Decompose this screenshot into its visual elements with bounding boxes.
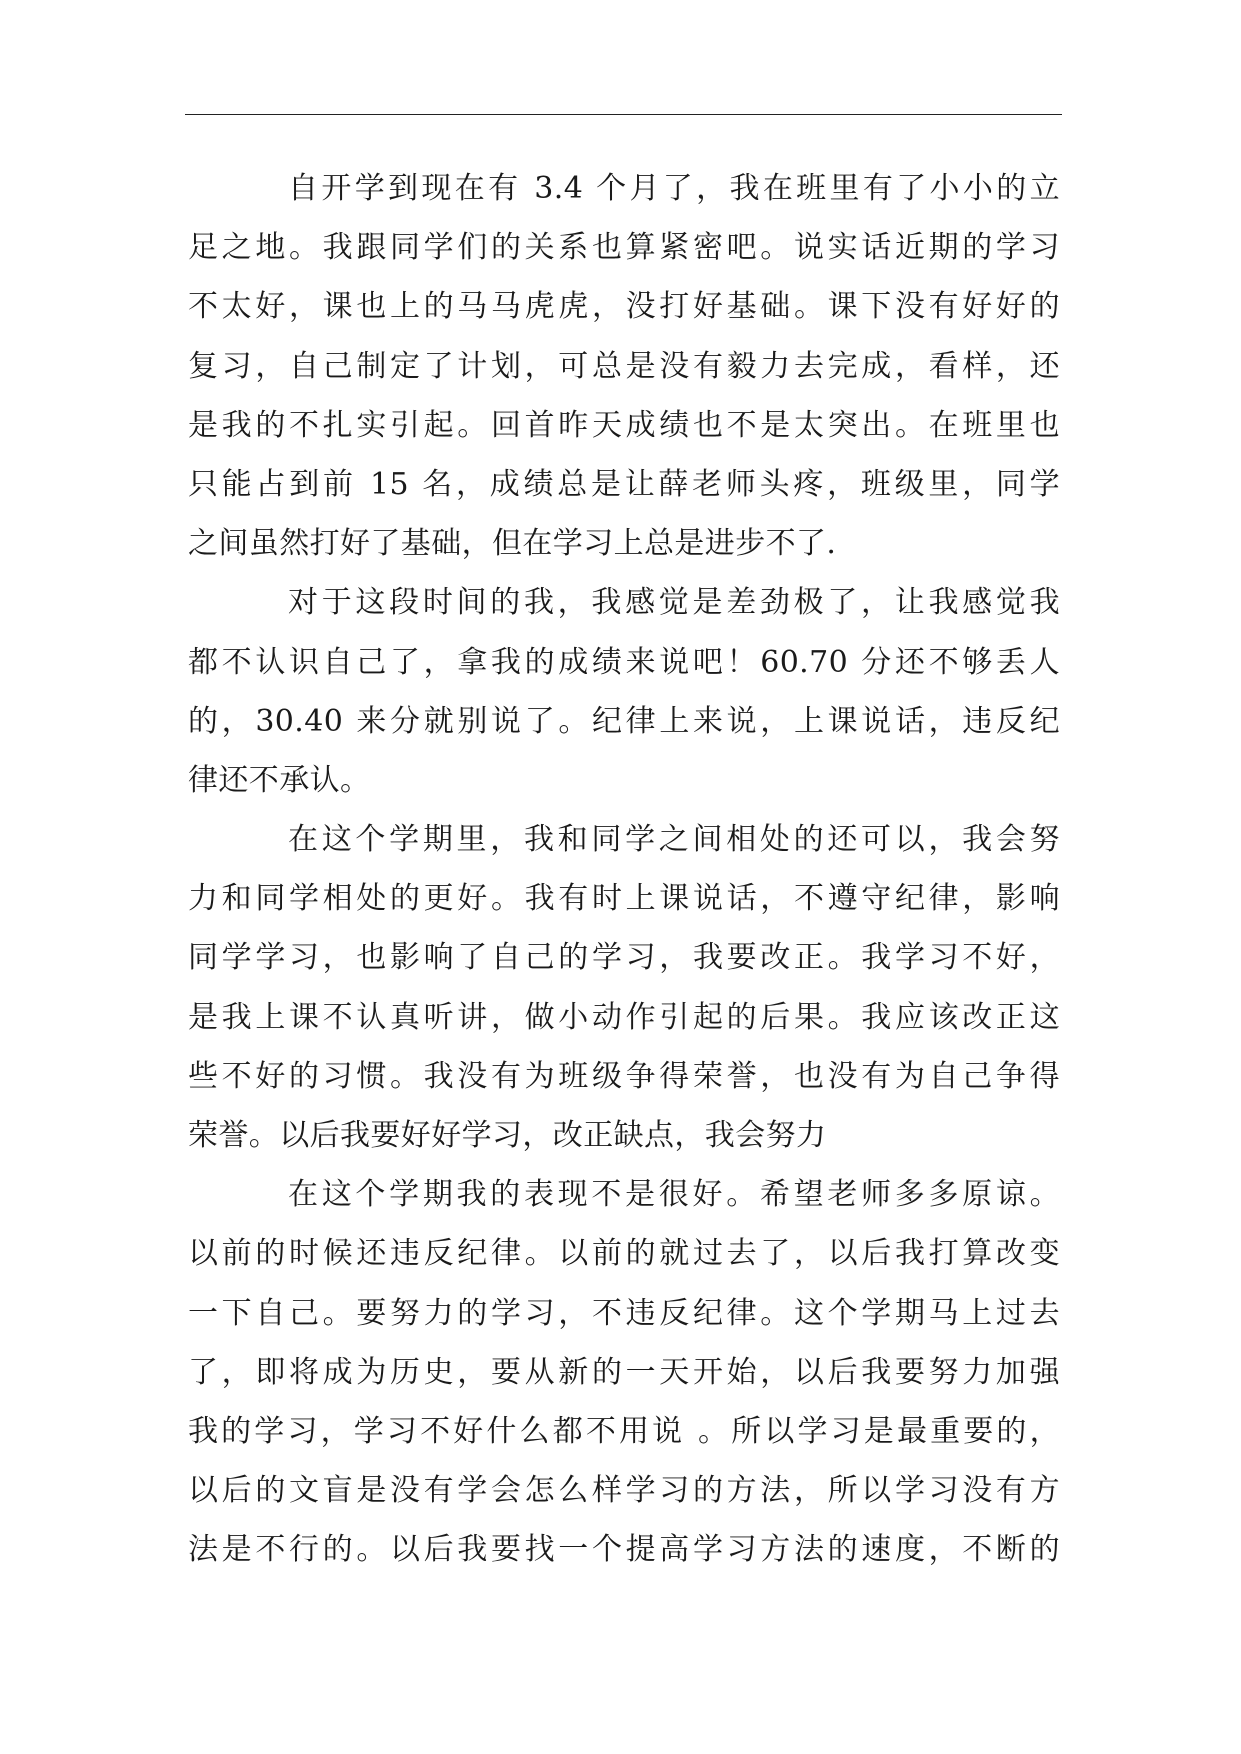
text-line: 一下自己。要努力的学习，不违反纪律。这个学期马上过去: [188, 1295, 1060, 1331]
text-line: 法是不行的。以后我要找一个提高学习方法的速度，不断的: [188, 1532, 1060, 1568]
paragraph-2: [188, 573, 1060, 810]
text-line: 律还不承认。: [188, 762, 371, 798]
text-line: 是我的不扎实引起。回首昨天成绩也不是太突出。在班里也: [188, 407, 1060, 443]
text-line: 是我上课不认真听讲，做小动作引起的后果。我应该改正这: [188, 999, 1060, 1035]
text-line: 同学学习，也影响了自己的学习，我要改正。我学习不好，: [188, 940, 1060, 976]
text-line: 以后的文盲是没有学会怎么样学习的方法，所以学习没有方: [188, 1473, 1060, 1509]
text-line: 只能占到前 15 名，成绩总是让薛老师头疼，班级里，同学: [188, 466, 1060, 502]
text-line: 以前的时候还违反纪律。以前的就过去了，以后我打算改变: [188, 1236, 1060, 1272]
text-line: 的，30.40 来分就别说了。纪律上来说，上课说话，违反纪: [188, 703, 1060, 739]
document-body: [188, 159, 1060, 1580]
text-line: 不太好，课也上的马马虎虎，没打好基础。课下没有好好的: [188, 289, 1060, 325]
text-line: 了，即将成为历史，要从新的一天开始，以后我要努力加强: [188, 1354, 1060, 1390]
paragraph-1: [188, 159, 1060, 573]
text-line: 我的学习，学习不好什么都不用说 。所以学习是最重要的，: [188, 1413, 1060, 1449]
text-line: 对于这段时间的我，我感觉是差劲极了，让我感觉我: [288, 585, 1060, 621]
text-line: 在这个学期我的表现不是很好。希望老师多多原谅。: [288, 1177, 1060, 1213]
text-line: 荣誉。以后我要好好学习，改正缺点，我会努力: [188, 1118, 827, 1153]
header-rule: [185, 114, 1062, 115]
text-line: 足之地。我跟同学们的关系也算紧密吧。说实话近期的学习: [188, 230, 1060, 266]
text-line: 之间虽然打好了基础，但在学习上总是进步不了.: [188, 526, 837, 562]
text-line: 都不认识自己了，拿我的成绩来说吧！60.70 分还不够丢人: [188, 644, 1060, 680]
text-line: 自开学到现在有 3.4 个月了，我在班里有了小小的立: [288, 171, 1060, 206]
text-line: 复习，自己制定了计划，可总是没有毅力去完成，看样，还: [188, 348, 1060, 384]
text-line: 力和同学相处的更好。我有时上课说话，不遵守纪律，影响: [188, 881, 1060, 917]
paragraph-3: [188, 810, 1060, 1165]
paragraph-4: [188, 1165, 1060, 1579]
text-line: 些不好的习惯。我没有为班级争得荣誉，也没有为自己争得: [188, 1058, 1060, 1094]
text-line: 在这个学期里，我和同学之间相处的还可以，我会努: [288, 822, 1060, 858]
